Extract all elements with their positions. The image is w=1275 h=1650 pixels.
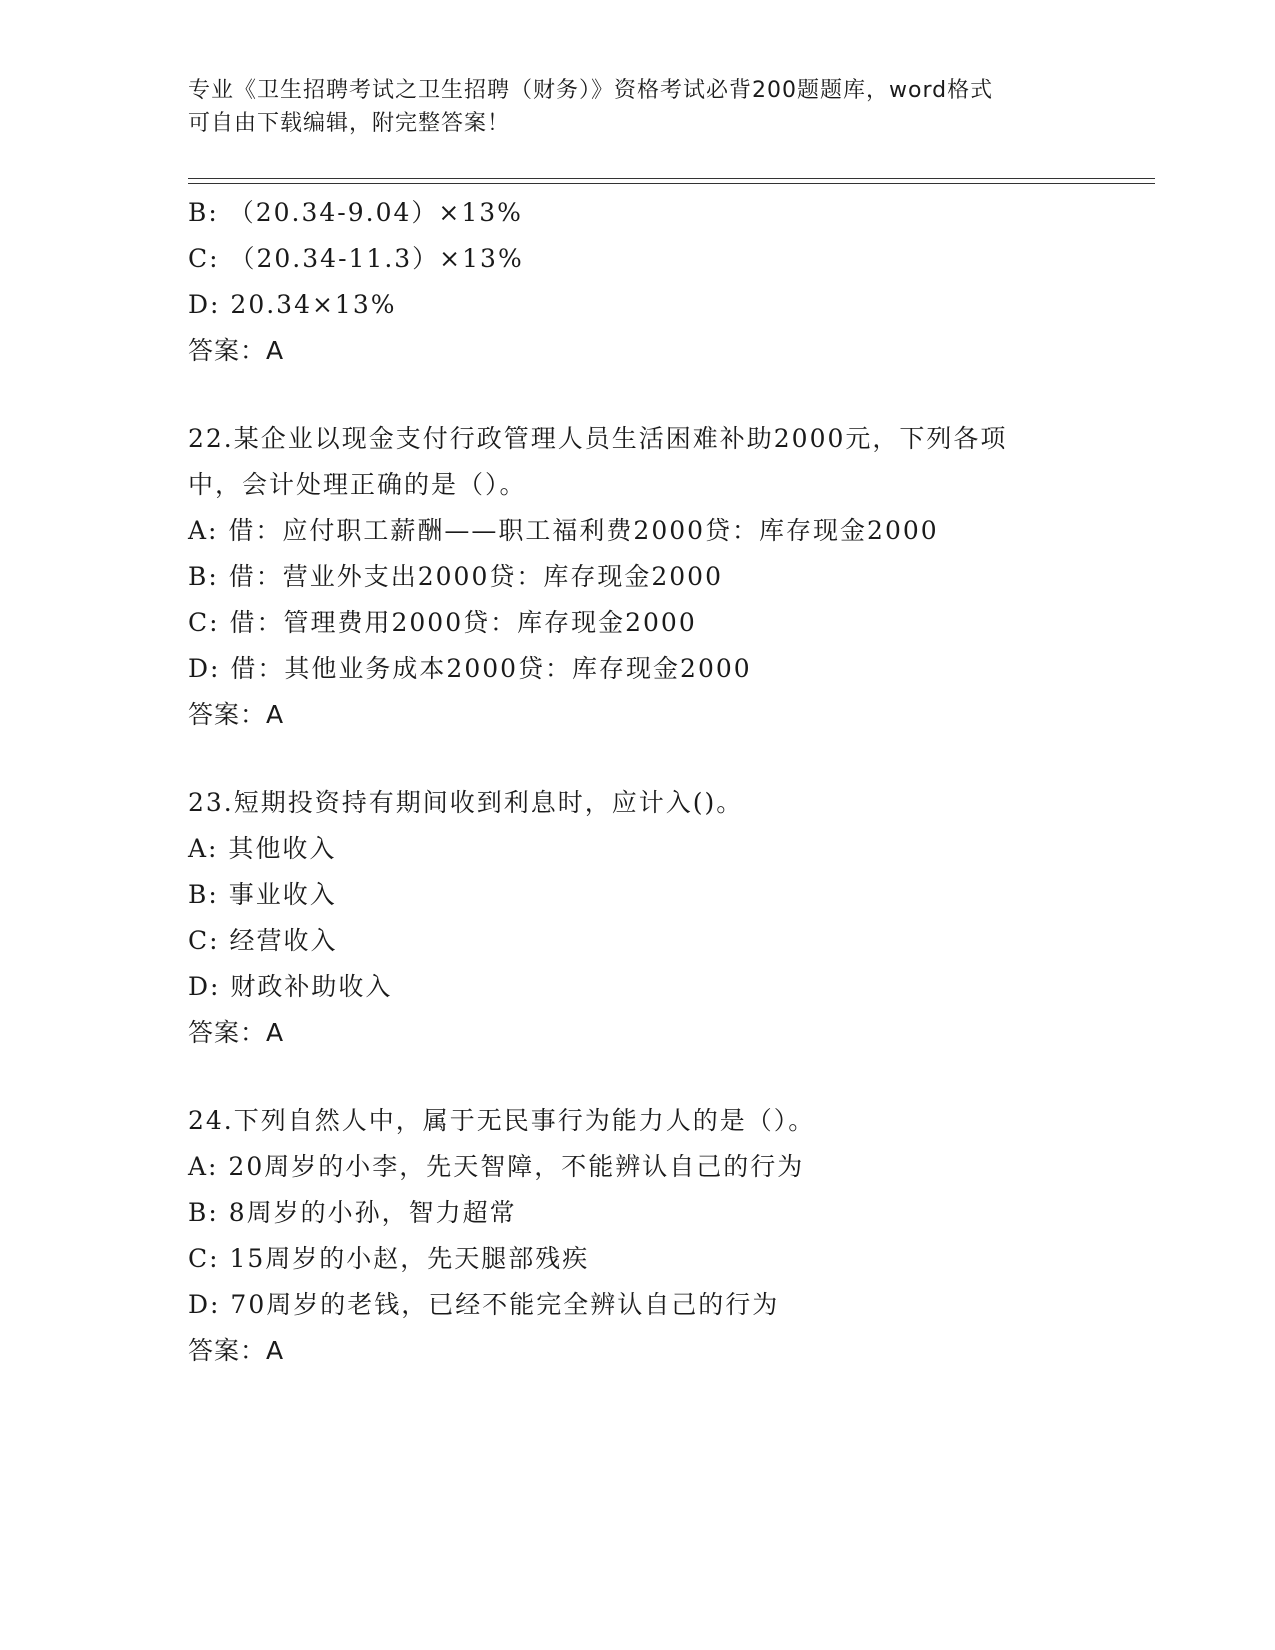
spacer <box>188 738 1148 780</box>
option-b: B: 借：营业外支出2000贷：库存现金2000 <box>188 562 723 591</box>
answer-label: 答案：A <box>188 336 285 365</box>
option-b: B: 8周岁的小孙，智力超常 <box>188 1198 517 1227</box>
header-divider-bottom <box>188 183 1155 184</box>
header-title-line-1: 专业《卫生招聘考试之卫生招聘（财务）》资格考试必背200题题库，word格式 <box>188 78 994 103</box>
option-a: A: 其他收入 <box>188 834 337 863</box>
option-c: C: 15周岁的小赵，先天腿部残疾 <box>188 1244 590 1273</box>
answer-label: 答案：A <box>188 1018 285 1047</box>
question-23 <box>188 780 1148 1056</box>
spacer <box>188 1056 1148 1098</box>
option-d: D: 70周岁的老钱，已经不能完全辨认自己的行为 <box>188 1290 780 1319</box>
answer-label: 答案：A <box>188 700 285 729</box>
question-list <box>188 190 1148 1374</box>
spacer <box>188 374 1148 416</box>
option-d: D: 借：其他业务成本2000贷：库存现金2000 <box>188 654 752 683</box>
option-b: B: 事业收入 <box>188 880 337 909</box>
question-text-continued: 中，会计处理正确的是（）。 <box>188 470 527 499</box>
question-text: 24.下列自然人中，属于无民事行为能力人的是（）。 <box>188 1106 816 1135</box>
option-c: C: （20.34-11.3）×13% <box>188 244 524 273</box>
question-text: 22.某企业以现金支付行政管理人员生活困难补助2000元，下列各项 <box>188 424 1008 453</box>
option-b: B: （20.34-9.04）×13% <box>188 198 523 227</box>
question-text: 23.短期投资持有期间收到利息时，应计入()。 <box>188 788 744 817</box>
document-header <box>188 74 1088 140</box>
option-c: C: 经营收入 <box>188 926 338 955</box>
question-21-tail <box>188 190 1148 374</box>
header-title-line-2: 可自由下载编辑，附完整答案！ <box>188 111 511 136</box>
question-22 <box>188 416 1148 738</box>
option-c: C: 借：管理费用2000贷：库存现金2000 <box>188 608 697 637</box>
option-d: D: 20.34×13% <box>188 290 397 319</box>
header-divider-top <box>188 178 1155 179</box>
question-24 <box>188 1098 1148 1374</box>
option-a: A: 借：应付职工薪酬——职工福利费2000贷：库存现金2000 <box>188 516 939 545</box>
answer-label: 答案：A <box>188 1336 285 1365</box>
option-a: A: 20周岁的小李，先天智障，不能辨认自己的行为 <box>188 1152 805 1181</box>
option-d: D: 财政补助收入 <box>188 972 393 1001</box>
